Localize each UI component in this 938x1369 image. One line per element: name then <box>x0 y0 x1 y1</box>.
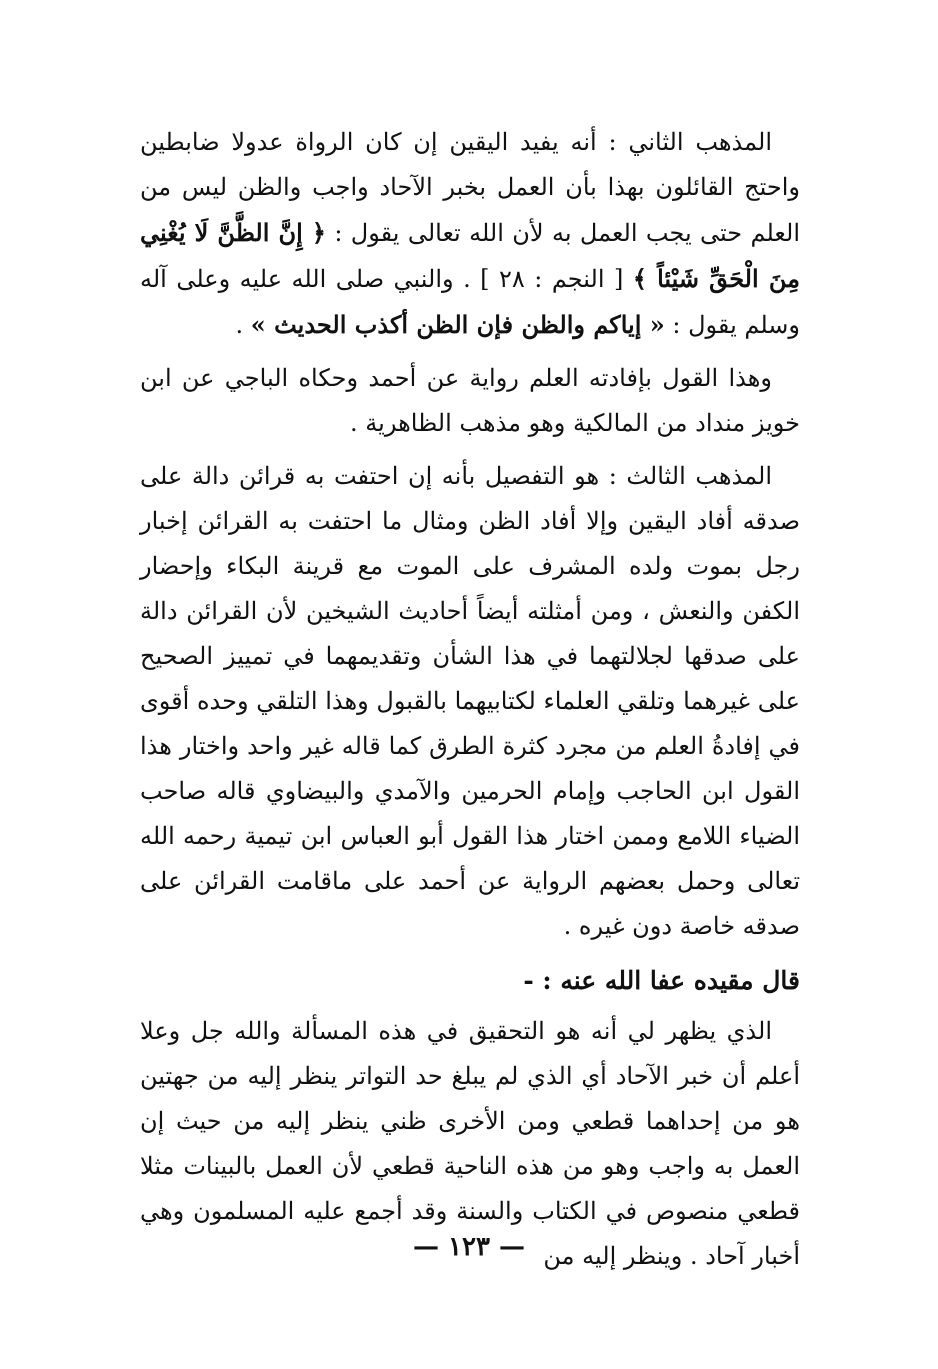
paragraph-text: وهذا القول بإفادته العلم رواية عن أحمد وحكاه الباجي عن ابن خويز منداد من المالكية وهو مذهب الظاهرية . <box>140 364 800 437</box>
paragraph-text: المذهب الثالث : هو التفصيل بأنه إن احتفت به قرائن دالة على صدقه أفاد اليقين وإلا أفاد الظن ومثال ما احتفت به القرائن إخبار رجل بموت ولده المشرف على الموت مع قرينة البكاء وإحضار الكفن والنعش ، ومن أمثلته أيضاً أحاديث الشيخين لأن القرائن دالة على صدقها لجلالتهما في هذا الشأن وتقديمهما في تمييز الصحيح على غيرهما وتلقي العلماء لكتابيهما بالقبول وهذا التلقي وحده أقوى في إفادةُ العلم من مجرد كثرة الطرق كما قاله غير واحد واختار هذا القول ابن الحاجب وإمام الحرمين والآمدي والبيضاوي قاله صاحب الضياء اللامع وممن اختار هذا القول أبو العباس ابن تيمية رحمه الله تعالى وحمل بعضهم الرواية عن أحمد على ماقامت القرائن على صدقه خاصة دون غيره . <box>140 462 800 940</box>
quran-verse: ﴿ إِنَّ الظَّنَّ لَا يُغْنِي مِنَ الْحَقِّ شَيْئاً ﴾ <box>140 218 800 293</box>
paragraph-text: المذهب الثاني : أنه يفيد اليقين إن كان الرواة عدولا ضابطين واحتج القائلون بهذا بأن العمل بخبر الآحاد واجب والظن ليس من العلم حتى يجب العمل به لأن الله تعالى يقول : <box>140 128 800 247</box>
section-heading: قال مقيده عفا الله عنه : - <box>523 966 800 995</box>
page-number: — ١٢٣ — <box>412 1232 526 1262</box>
paragraph-text: الذي يظهر لي أنه هو التحقيق في هذه المسألة والله جل وعلا أعلم أن خبر الآحاد أي الذي لم يبلغ حد التواتر ينظر إليه من جهتين هو من إحداهما قطعي ومن الأخرى ظني ينظر إليه من حيث إن العمل به واجب وهو من هذه الناحية قطعي لأن العمل بالبينات مثلا قطعي منصوص في الكتاب والسنة وقد أجمع عليه المسلمون وهي أخبار آحاد . وينظر إليه من <box>140 1017 800 1270</box>
paragraph-third-doctrine <box>140 454 800 949</box>
verse-citation-text: [ النجم : ٢٨ ] . والنبي صلى الله عليه وعلى آله وسلم يقول : <box>140 265 800 339</box>
paragraph-end-mark: . <box>235 311 251 339</box>
paragraph-attribution <box>140 356 800 446</box>
page-body <box>140 120 800 1320</box>
paragraph-second-doctrine <box>140 120 800 348</box>
hadith-quote: « إياكم والظن فإن الظن أكذب الحديث » <box>250 310 665 339</box>
